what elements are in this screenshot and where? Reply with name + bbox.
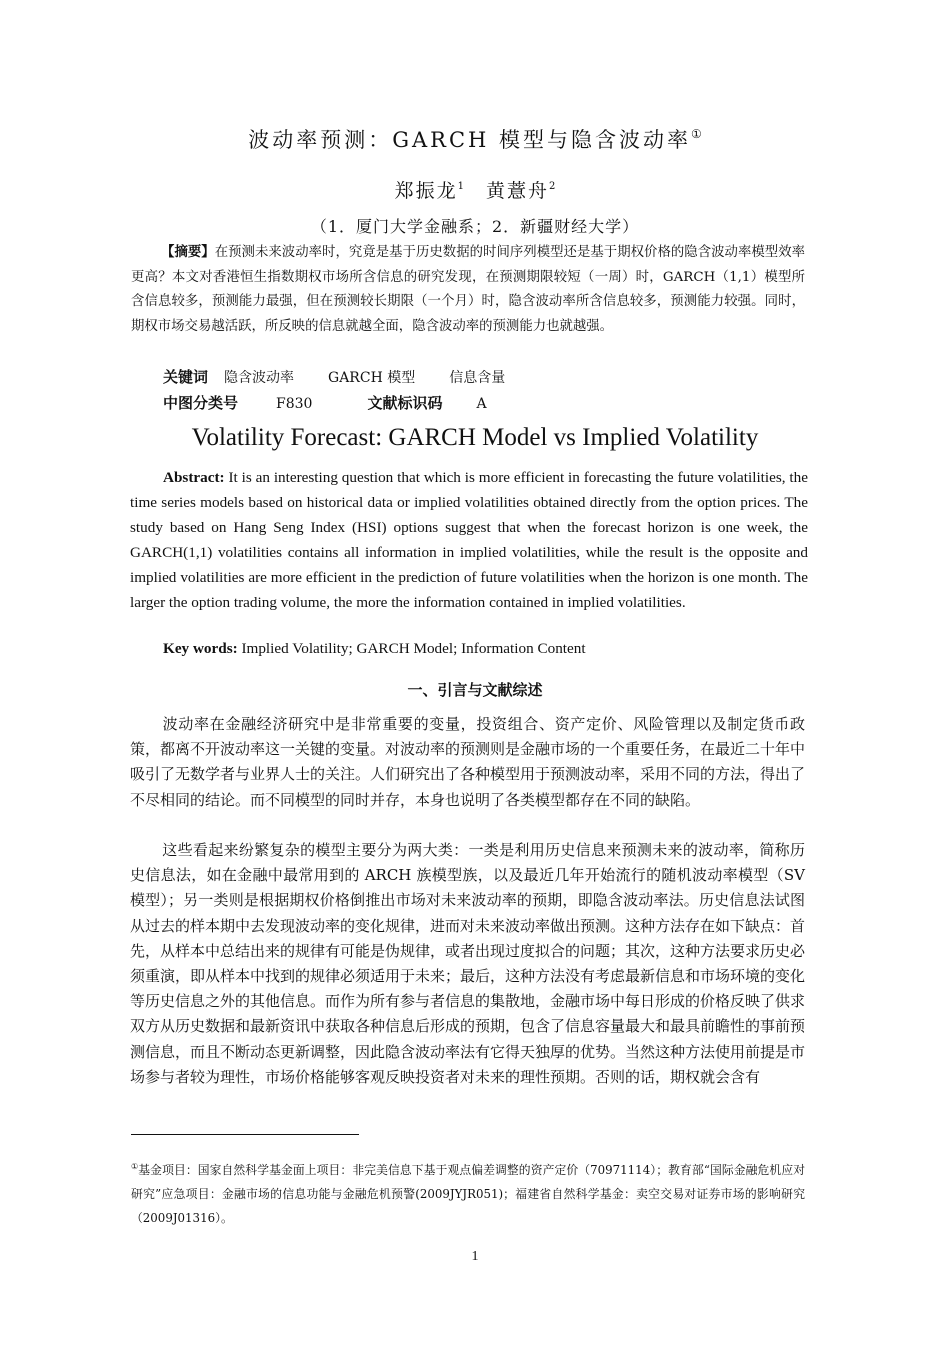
footnote bbox=[131, 1155, 805, 1230]
english-title: Volatility Forecast: GARCH Model vs Implied Volatility bbox=[191, 424, 759, 451]
author-affiliation-mark: 1 bbox=[457, 181, 464, 192]
author-affiliation-mark: 2 bbox=[549, 181, 556, 192]
title-footnote-mark[interactable]: ① bbox=[691, 127, 702, 141]
keyword-item: GARCH 模型 bbox=[328, 370, 416, 386]
keywords-en-text: Implied Volatility; GARCH Model; Information Content bbox=[241, 640, 586, 657]
keywords-cn-row bbox=[163, 366, 505, 387]
section-heading: 一、引言与文献综述 bbox=[407, 681, 543, 699]
body-paragraph bbox=[130, 838, 805, 1090]
abstract-english bbox=[130, 465, 808, 615]
footnote-divider bbox=[131, 1134, 359, 1135]
clc-value: F830 bbox=[276, 396, 313, 412]
abstract-cn-text: 在预测未来波动率时，究竟是基于历史数据的时间序列模型还是基于期权价格的隐含波动率模型效率更高？本文对香港恒生指数期权市场所含信息的研究发现，在预测期限较短（一周）时，GARCH（1,1）模型所含信息较多，预测能力最强，但在预测较长期限（一个月）时，隐含波动率所含信息较多，预测能力较强。同时，期权市场交易越活跃，所反映的信息就越全面，隐含波动率的预测能力也就越强。 bbox=[131, 245, 806, 334]
affiliations: （1．厦门大学金融系；2．新疆财经大学） bbox=[310, 217, 640, 236]
keyword-item: 信息含量 bbox=[449, 370, 506, 386]
doc-code-value: A bbox=[476, 396, 487, 412]
abstract-chinese bbox=[131, 241, 805, 339]
keyword-item: 隐含波动率 bbox=[224, 370, 295, 386]
paragraph-text: 波动率在金融经济研究中是非常重要的变量，投资组合、资产定价、风险管理以及制定货币政策，都离不开波动率这一关键的变量。对波动率的预测则是金融市场的一个重要任务，在最近二十年中吸引了无数学者与业界人士的关注。人们研究出了各种模型用于预测波动率，采用不同的方法，得出了不尽相同的结论。而不同模型的同时并存，本身也说明了各类模型都存在不同的缺陷。 bbox=[130, 715, 806, 809]
clc-label: 中图分类号 bbox=[163, 394, 239, 412]
keywords-english bbox=[163, 640, 586, 658]
doc-code-label: 文献标识码 bbox=[367, 394, 443, 412]
keywords-cn-label: 关键词 bbox=[163, 368, 209, 386]
author-name: 郑振龙 bbox=[394, 180, 458, 202]
keywords-en-label: Key words: bbox=[163, 640, 238, 657]
paragraph-text: 这些看起来纷繁复杂的模型主要分为两大类：一类是利用历史信息来预测未来的波动率，简称历史信息法，如在金融中最常用到的 ARCH 族模型族，以及最近几年开始流行的随机波动率模型（SV 模型）；另一类则是根据期权价格倒推出市场对未来波动率的预期，即隐含波动率法。历史信息法试图从过去的样本期中去发现波动率的变化规律，进而对未来波动率做出预测。这种方法存在如下缺点：首先，从样本中总结出来的规律有可能是伪规律，或者出现过度拟合的问题；其次，这种方法要求历史必须重演，即从样本中找到的规律必须适用于未来；最后，这种方法没有考虑最新信息和市场环境的变化等历史信息之外的其他信息。而作为所有参与者信息的集散地，金融市场中每日形成的价格反映了供求双方从历史数据和最新资讯中获取各种信息后形成的预期，包含了信息容量最大和最具前瞻性的事前预测信息，而且不断动态更新调整，因此隐含波动率法有它得天独厚的优势。当然这种方法使用前提是市场参与者较为理性，市场价格能够客观反映投资者对未来的理性预期。否则的话，期权就会含有 bbox=[130, 841, 806, 1086]
abstract-en-label: Abstract: bbox=[163, 469, 225, 486]
footnote-mark: ① bbox=[131, 1162, 139, 1171]
paper-title bbox=[0, 124, 950, 154]
page-number: 1 bbox=[471, 1249, 479, 1264]
abstract-cn-label: 【摘要】 bbox=[161, 245, 215, 260]
footnote-text: 基金项目：国家自然科学基金面上项目：非完美信息下基于观点偏差调整的资产定价（70971114）；教育部“国际金融危机应对研究”应急项目：金融市场的信息功能与金融危机预警(2009JYJR051)；福建省自然科学基金：卖空交易对证券市场的影响研究（2009J01316）。 bbox=[131, 1163, 806, 1225]
abstract-en-text: It is an interesting question that which is more efficient in forecasting the future volatilities, the time series models based on historical data or implied volatilities obtained directly from the option prices. The study based on Hang Seng Index (HSI) options suggest that when the forecast horizon is one week, the GARCH(1,1) volatilities contains all information in implied volatilities, while the result is the opposite and implied volatilities are more efficient in the prediction of future volatilities when the horizon is one month. The larger the option trading volume, the more the information contained in implied volatilities. bbox=[130, 469, 808, 611]
paper-title-text: 波动率预测：GARCH 模型与隐含波动率 bbox=[248, 128, 692, 152]
body-paragraph bbox=[130, 712, 805, 813]
classification-row bbox=[163, 392, 487, 413]
author-list bbox=[0, 176, 950, 203]
author-name: 黄薏舟 bbox=[486, 180, 550, 202]
